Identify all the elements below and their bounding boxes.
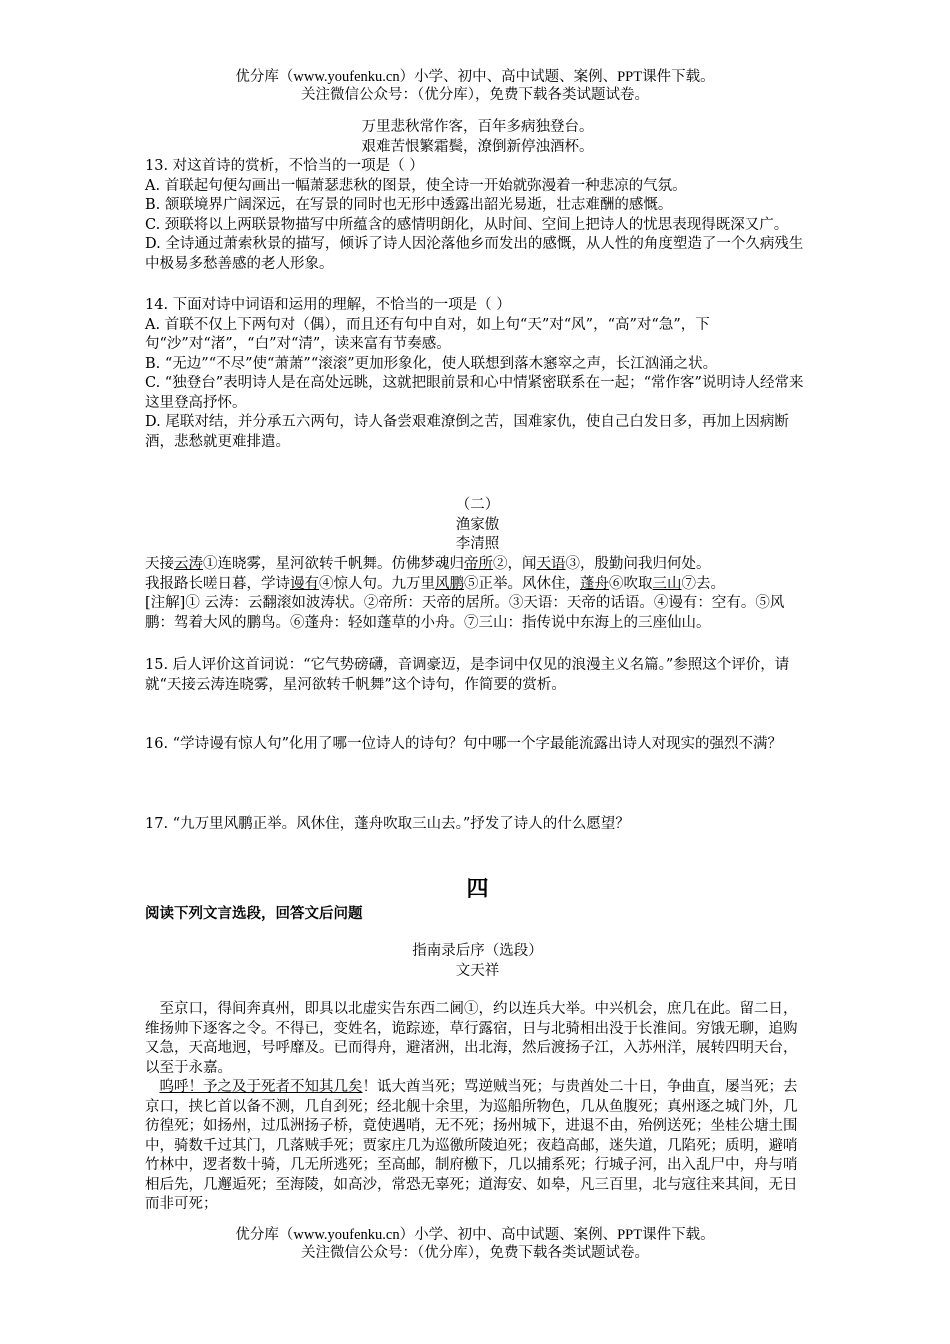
passage-paragraph-2 <box>145 1078 810 1215</box>
annotated-word: 风鹏 <box>435 575 464 592</box>
part2-heading <box>145 496 810 555</box>
question-stem: 16. “学诗谩有惊人句”化用了哪一位诗人的诗句？句中哪一个字最能流露出诗人对现实的强烈不满？ <box>145 736 782 752</box>
header-line-2: 关注微信公众号：（优分库），免费下载各类试题试卷。 <box>301 87 649 103</box>
section-numeral: 四 <box>466 876 489 902</box>
question-13 <box>145 157 810 274</box>
ci-text-span: 我报路长嗟日暮，学诗 <box>145 575 290 592</box>
option-b: B. 颔联境界广阔深远，在写景的同时也无形中透露出韶光易逝，壮志难酬的感慨。 <box>145 197 673 213</box>
classical-passage <box>145 1000 810 1215</box>
passage-author: 文天祥 <box>455 962 500 979</box>
page-footer <box>0 1226 950 1262</box>
question-15 <box>145 656 810 695</box>
question-stem: 15. 后人评价这首词说：“它气势磅礴，音调豪迈，是李词中仅见的浪漫主义名篇。”参照这个评价，请就“天接云涛连晓雾，星河欲转千帆舞”这个诗句，作简要的赏析。 <box>145 657 790 693</box>
ci-text-span: ①连晓雾，星河欲转千帆舞。仿佛梦魂归 <box>203 556 464 572</box>
ci-text-span: ②，闻 <box>493 556 537 572</box>
passage-title: 指南录后序（选段） <box>412 943 543 959</box>
annotated-word: 帝所 <box>464 556 493 572</box>
annotated-word: 谩有 <box>290 575 319 592</box>
ci-text-span: 天接 <box>145 556 174 572</box>
ci-text-span: ⑦去。 <box>681 575 725 592</box>
footer-line-1: 优分库（www.youfenku.cn）小学、初中、高中试题、案例、PPT课件下载。 <box>235 1227 715 1243</box>
ci-line-1 <box>145 555 810 575</box>
passage-text-span: ！诋大酋当死；骂逆贼当死；与贵酋处二十日，争曲直，屡当死；去京口，挟匕首以备不测，几自刭死；经北舰十余里，为巡船所物色，几从鱼腹死；真州逐之城门外，几彷徨死；如扬州，过瓜洲扬子桥，竟使遇哨，无不死；扬州城下，进退不由，殆例送死；坐桂公塘土围中，骑数千过其门，几落贼手死；贾家庄几为巡徼所陵迫死；夜趋高邮，迷失道，几陷死；质明，避哨竹林中，逻者数十骑，几无所逃死；至高邮，制府檄下，几以捕系死；行城子河，出入乱尸中，舟与哨相后先，几邂逅死；至海陵，如高沙，常恐无辜死；道海安、如皋，凡三百里，北与寇往来其间，无日而非可死； <box>145 1079 798 1212</box>
section-instruction: 阅读下列文言选段，回答文后问题 <box>145 905 363 922</box>
poem-line: 艰难苦恨繁霜鬓，潦倒新停浊酒杯。 <box>361 138 594 155</box>
footer-line-2: 关注微信公众号：（优分库），免费下载各类试题试卷。 <box>301 1245 649 1261</box>
ci-text-span: ④惊人句。九万里 <box>319 575 435 592</box>
option-c: C. 颈联将以上两联景物描写中所蕴含的感情明朗化，从时间、空间上把诗人的忧思表现得既深又广。 <box>145 216 789 233</box>
question-stem: 17. “九万里风鹏正举。风休住，蓬舟吹取三山去。”抒发了诗人的什么愿望？ <box>145 816 630 832</box>
ci-title: 渔家傲 <box>455 516 500 533</box>
question-16 <box>145 735 810 755</box>
question-14 <box>145 296 810 452</box>
passage-paragraph-1: 至京口，得间奔真州，即具以北虚实告东西二阃①，约以连兵大举。中兴机会，庶几在此。留二日，维扬帅下逐客之令。不得已，变姓名，诡踪迹，草行露宿，日与北骑相出没于长淮间。穷饿无聊，追购又急，天高地迥，号呼靡及。已而得舟，避渚洲，出北海，然后渡扬子江，入苏州洋，展转四明天台，以至于永嘉。 <box>145 1001 798 1076</box>
option-b: B. “无边”“不尽”使“萧萧”“滚滚”更加形象化，使人联想到落木窸窣之声，长江汹涌之状。 <box>145 355 718 372</box>
option-a: A. 首联起句便勾画出一幅萧瑟悲秋的图景，使全诗一开始就弥漫着一种悲凉的气氛。 <box>145 177 687 194</box>
passage-heading <box>145 942 810 981</box>
ci-text-span: ⑤正举。风休住， <box>464 575 580 592</box>
ci-text <box>145 555 810 633</box>
question-stem: 13. 对这首诗的赏析，不恰当的一项是（ ） <box>145 158 424 174</box>
annotations: [注解]① 云涛：云翻滚如波涛状。②帝所：天帝的居所。③天语：天帝的话语。④谩有：空有。⑤风鹏：驾着大风的鹏鸟。⑥蓬舟：轻如蓬草的小舟。⑦三山：指传说中东海上的三座仙山。 <box>145 595 785 631</box>
part-label: （二） <box>455 497 500 513</box>
poem-line: 万里悲秋常作客，百年多病独登台。 <box>361 119 594 135</box>
option-a: A. 首联不仅上下两句对（偶），而且还有句中自对，如上句“天”对“风”，“高”对“急”，下句“沙”对“渚”，“白”对“清”，读来富有节奏感。 <box>145 316 710 352</box>
ci-author: 李清照 <box>455 536 500 552</box>
option-d: D. 尾联对结，并分承五六两句，诗人备尝艰难潦倒之苦，国难家仇，使自己白发日多，再加上因病断酒，悲愁就更难排遣。 <box>145 414 789 450</box>
question-stem: 14. 下面对诗中词语和运用的理解，不恰当的一项是（ ） <box>145 297 511 313</box>
annotated-word: 云涛 <box>174 556 203 572</box>
page-header <box>0 68 950 104</box>
poem-tail <box>145 118 810 157</box>
ci-text-span: ⑥吹取 <box>609 575 653 592</box>
option-c: C. “独登台”表明诗人是在高处远眺，这就把眼前景和心中情紧密联系在一起；“常作客”说明诗人经常来这里登高抒怀。 <box>145 375 804 411</box>
ci-line-2 <box>145 575 810 595</box>
underlined-sentence: 呜呼！予之及于死者不知其几矣 <box>159 1079 363 1095</box>
ci-text-span: ③，殷勤问我归何处。 <box>565 556 711 572</box>
header-line-1: 优分库（www.youfenku.cn）小学、初中、高中试题、案例、PPT课件下载。 <box>235 69 715 85</box>
option-d: D. 全诗通过萧索秋景的描写，倾诉了诗人因沦落他乡而发出的感慨，从人性的角度塑造了一个久病残生中极易多愁善感的老人形象。 <box>145 236 804 272</box>
annotated-word: 蓬舟 <box>580 575 609 592</box>
annotated-word: 天语 <box>536 556 566 572</box>
annotated-word: 三山 <box>652 575 682 592</box>
question-17 <box>145 815 810 835</box>
